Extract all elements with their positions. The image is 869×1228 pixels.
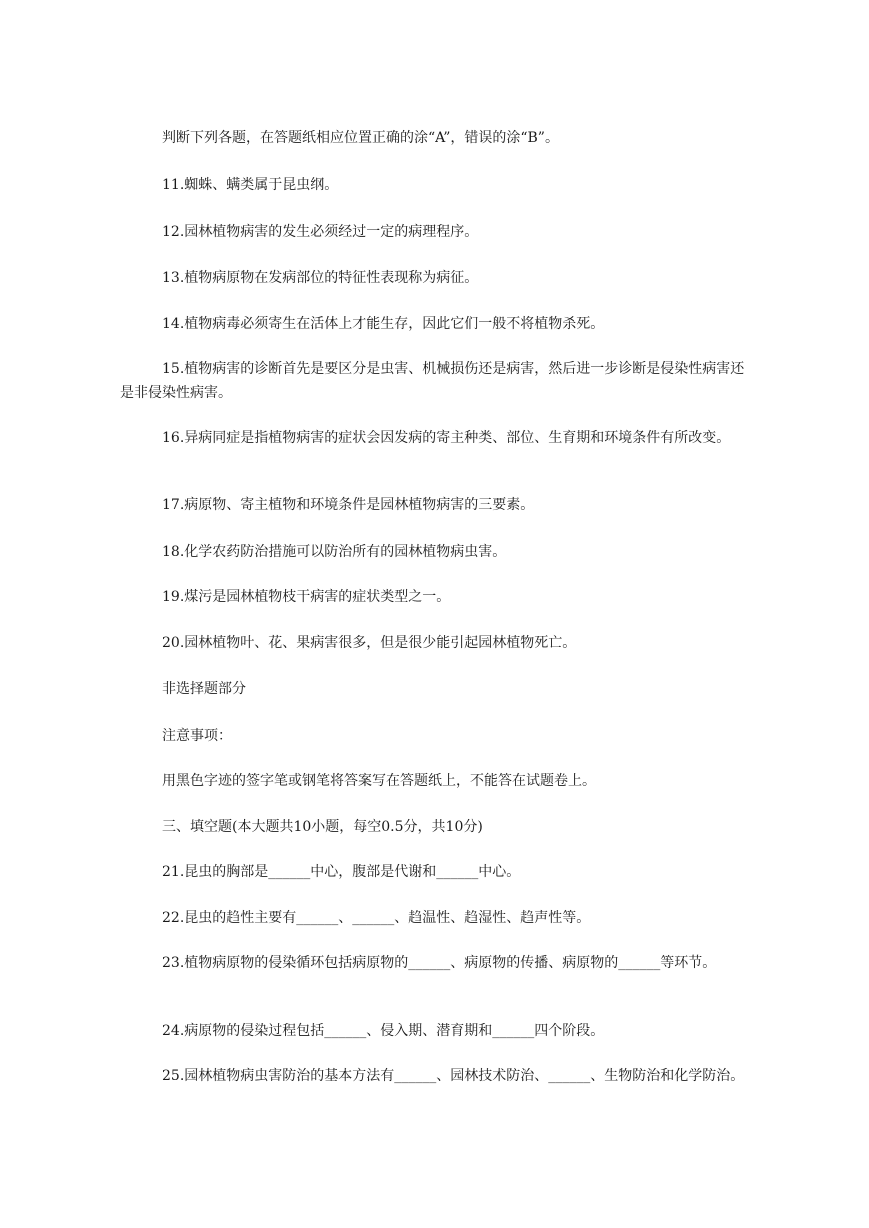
question-15: 15.植物病害的诊断首先是要区分是虫害、机械损伤还是病害，然后进一步诊断是侵染性病害还是非侵染性病害。	[120, 361, 745, 401]
question-14: 14.植物病毒必须寄生在活体上才能生存，因此它们一般不将植物杀死。	[162, 316, 605, 332]
fill-blank-heading: 三、填空题(本大题共10小题，每空0.5分，共10分)	[162, 819, 483, 835]
question-25: 25.园林植物病虫害防治的基本方法有______、园林技术防治、______、生物防治和化学防治。	[162, 1068, 745, 1084]
question-13: 13.植物病原物在发病部位的特征性表现称为病征。	[162, 270, 479, 286]
question-11: 11.蜘蛛、螨类属于昆虫纲。	[162, 177, 339, 193]
question-21: 21.昆虫的胸部是______中心，腹部是代谢和______中心。	[162, 864, 521, 880]
question-17: 17.病原物、寄主植物和环境条件是园林植物病害的三要素。	[162, 497, 535, 513]
question-20: 20.园林植物叶、花、果病害很多，但是很少能引起园林植物死亡。	[162, 635, 577, 651]
section-heading: 非选择题部分	[162, 681, 246, 697]
question-22: 22.昆虫的趋性主要有______、______、趋温性、趋湿性、趋声性等。	[162, 910, 591, 926]
question-18: 18.化学农药防治措施可以防治所有的园林植物病虫害。	[162, 544, 507, 560]
question-12: 12.园林植物病害的发生必须经过一定的病理程序。	[162, 224, 479, 240]
notes-text: 用黑色字迹的签字笔或钢笔将答案写在答题纸上，不能答在试题卷上。	[162, 773, 596, 789]
question-16: 16.异病同症是指植物病害的症状会因发病的寄主种类、部位、生育期和环境条件有所改变。	[162, 430, 731, 446]
question-19: 19.煤污是园林植物枝干病害的症状类型之一。	[162, 589, 451, 605]
question-24: 24.病原物的侵染过程包括______、侵入期、潜育期和______四个阶段。	[162, 1023, 605, 1039]
instruction-paragraph: 判断下列各题，在答题纸相应位置正确的涂“A”，错误的涂“B”。	[162, 130, 559, 146]
question-23: 23.植物病原物的侵染循环包括病原物的______、病原物的传播、病原物的______等环节。	[162, 955, 717, 971]
notes-heading: 注意事项：	[162, 728, 232, 744]
